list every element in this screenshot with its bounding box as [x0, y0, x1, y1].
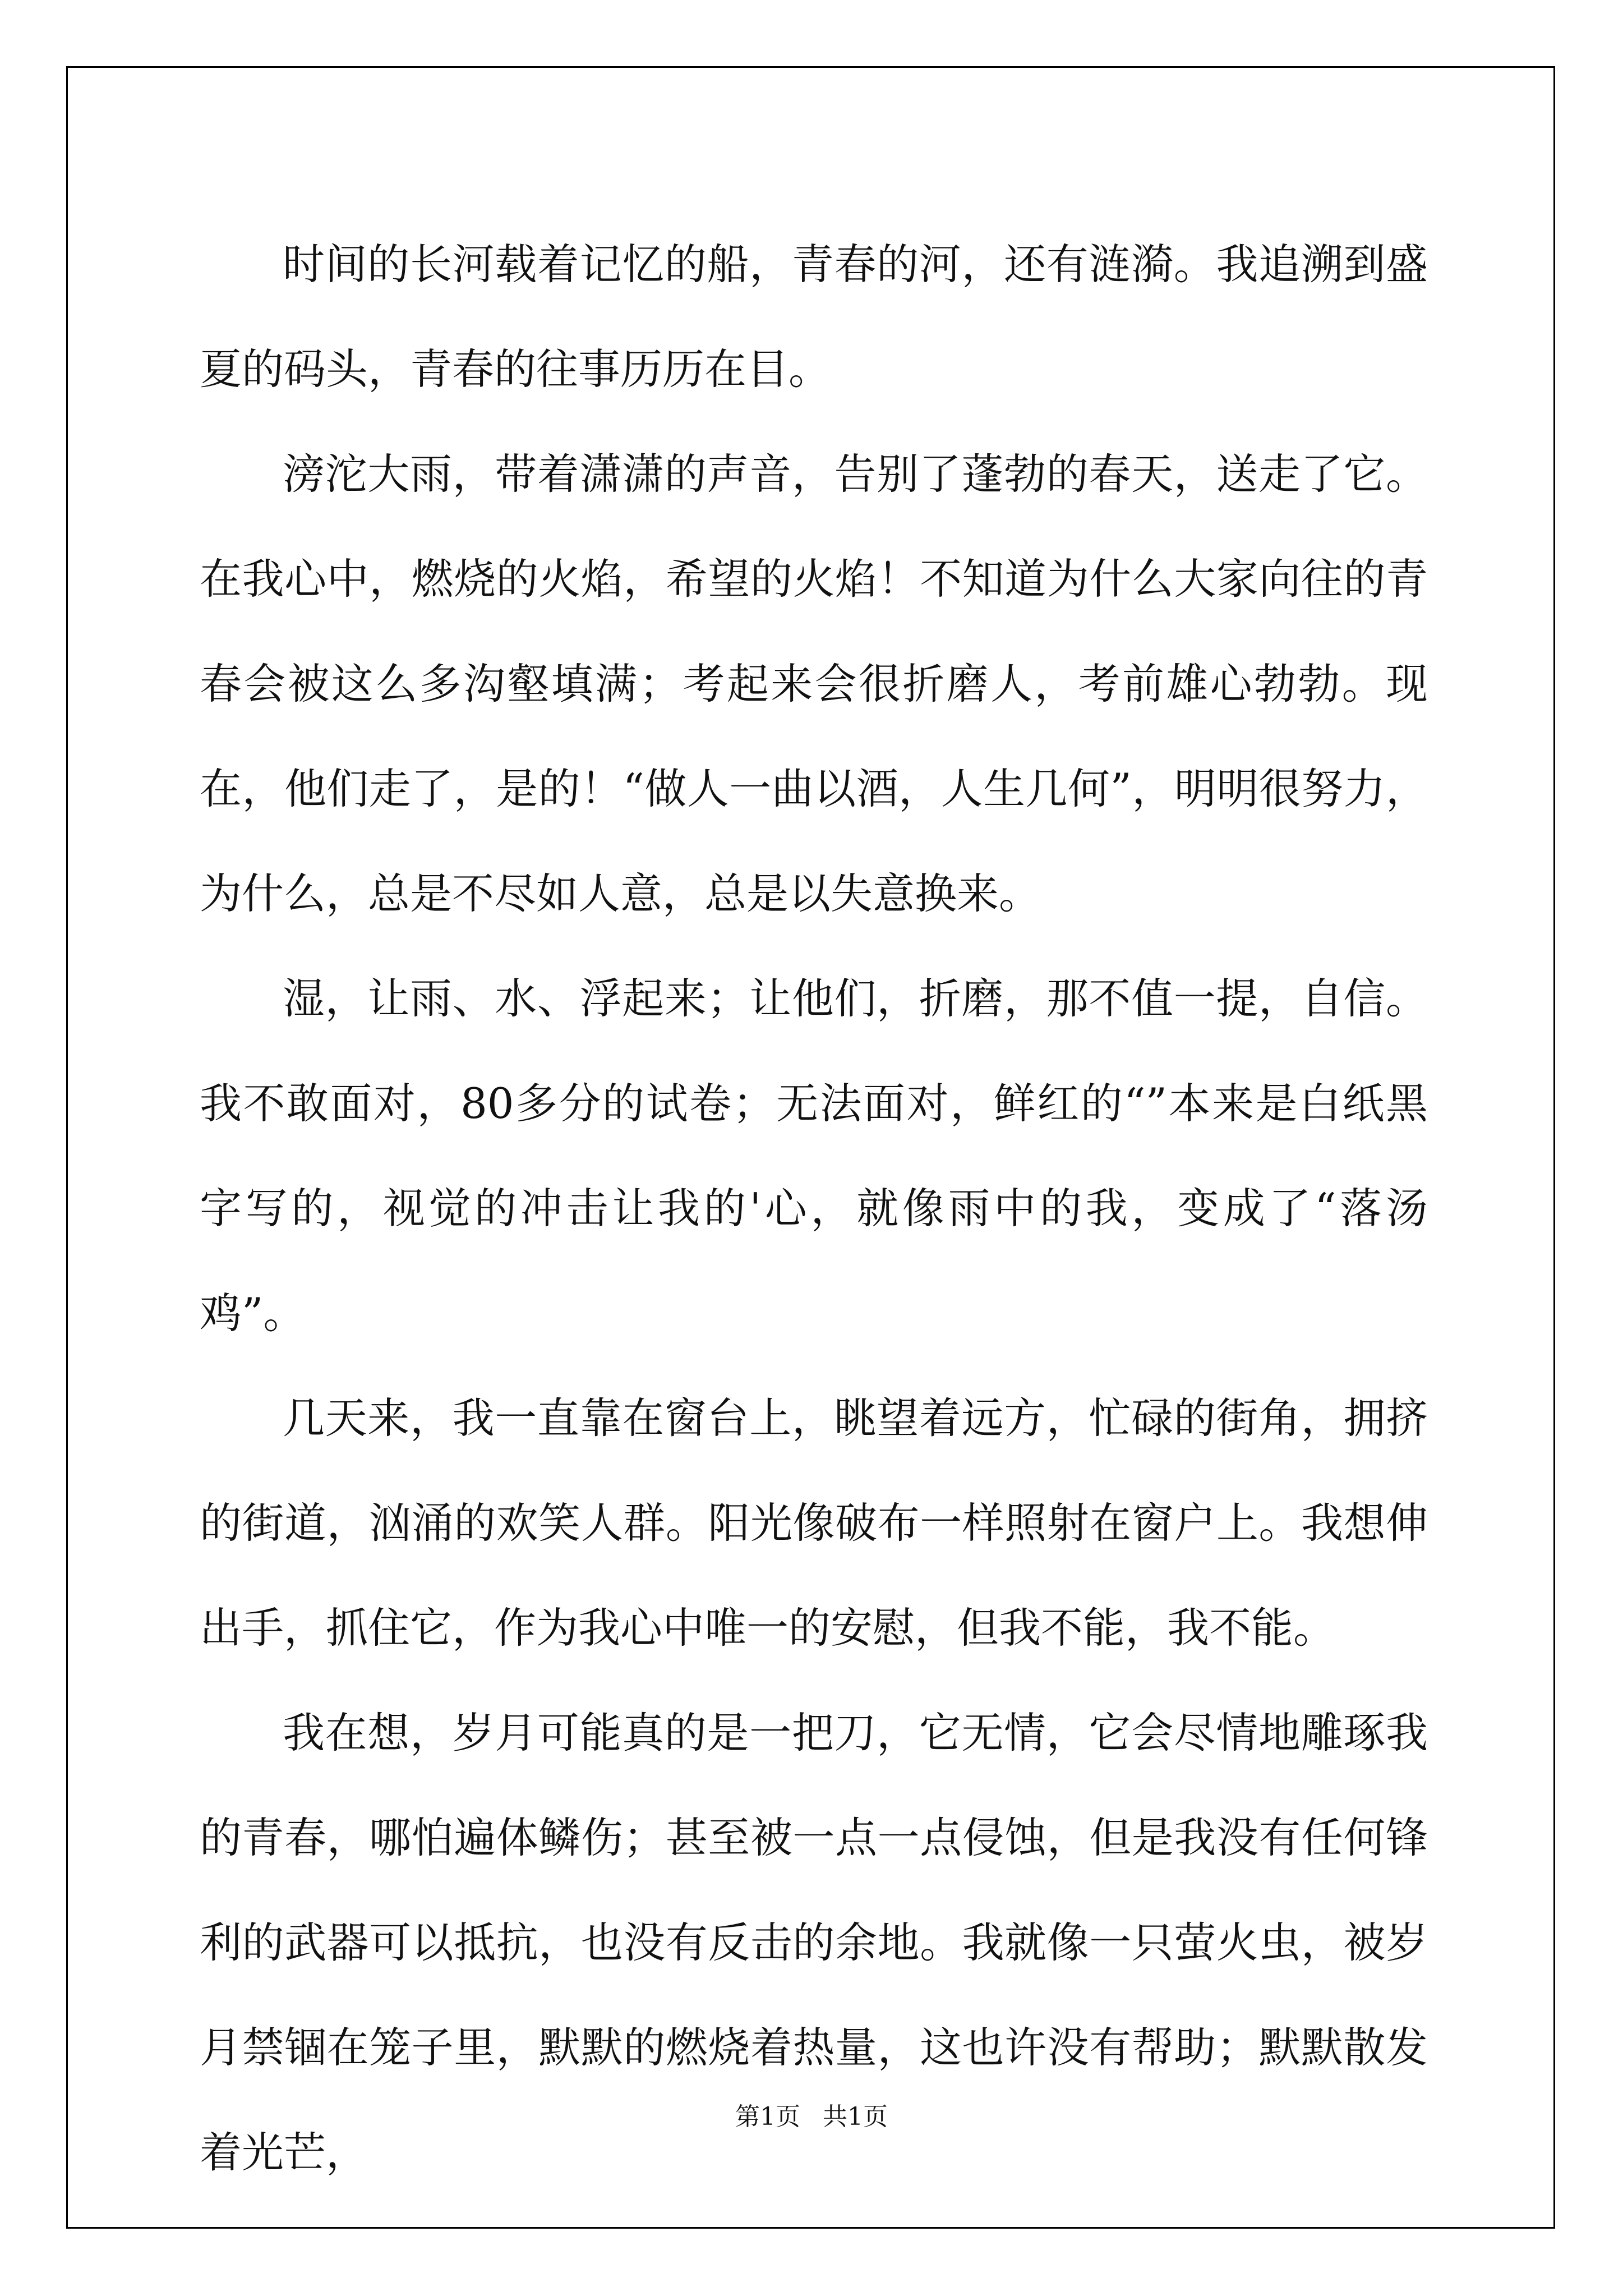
page-footer: [0, 2100, 1623, 2134]
paragraph: 我在想，岁月可能真的是一把刀，它无情，它会尽情地雕琢我的青春，哪怕遍体鳞伤；甚至被一点一点侵蚀，但是我没有任何锋利的武器可以抵抗，也没有反击的余地。我就像一只萤火虫，被岁月禁锢在笼子里，默默的燃烧着热量，这也许没有帮助；默默散发着光芒，: [200, 1708, 1428, 2177]
document-body: [200, 212, 1428, 2205]
page-number: 第1页: [735, 2102, 800, 2131]
paragraph: 湿，让雨、水、浮起来；让他们，折磨，那不值一提，自信。我不敢面对，80多分的试卷；无法面对，鲜红的“”本来是白纸黑字写的，视觉的冲击让我的'心，就像雨中的我，变成了“落汤鸡”。: [200, 974, 1428, 1338]
paragraph: 时间的长河载着记忆的船，青春的河，还有涟漪。我追溯到盛夏的码头，青春的往事历历在目。: [200, 240, 1428, 394]
paragraph: 滂沱大雨，带着潇潇的声音，告别了蓬勃的春天，送走了它。在我心中，燃烧的火焰，希望的火焰！不知道为什么大家向往的青春会被这么多沟壑填满；考起来会很折磨人，考前雄心勃勃。现在，他们走了，是的！“做人一曲以酒，人生几何”，明明很努力，为什么，总是不尽如人意，总是以失意换来。: [200, 449, 1428, 918]
paragraph: 几天来，我一直靠在窗台上，眺望着远方，忙碌的街角，拥挤的街道，汹涌的欢笑人群。阳光像破布一样照射在窗户上。我想伸出手，抓住它，作为我心中唯一的安慰，但我不能，我不能。: [200, 1393, 1428, 1653]
page-total: 共1页: [823, 2102, 888, 2131]
